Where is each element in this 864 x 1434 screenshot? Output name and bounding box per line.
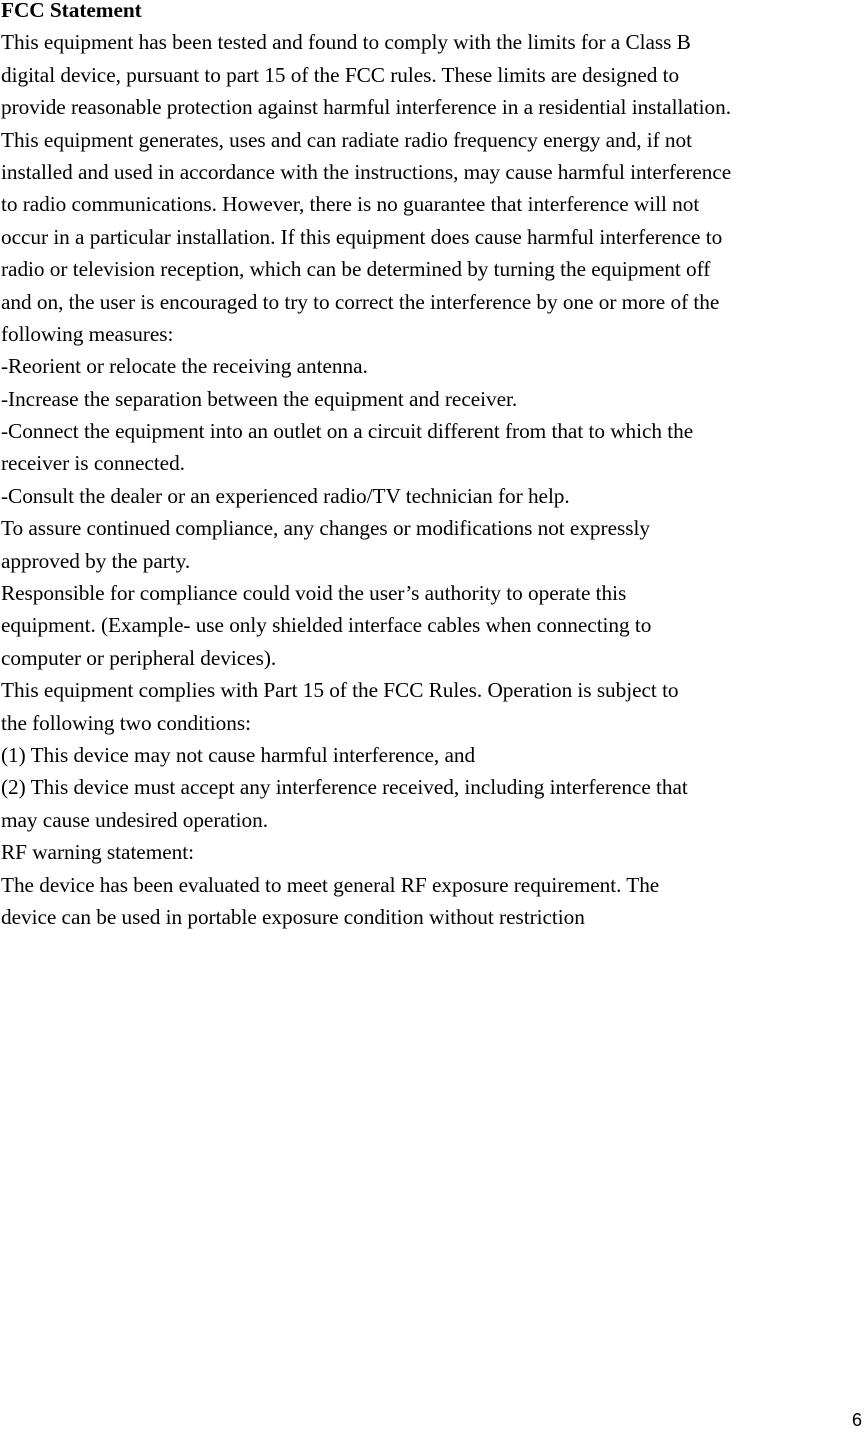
text-line: equipment. (Example- use only shielded interface cables when connecting to xyxy=(1,613,652,638)
rf-warning-heading: RF warning statement: xyxy=(1,840,194,865)
text-line: and on, the user is encouraged to try to correct the interference by one or more of the xyxy=(1,289,720,314)
text-line: device can be used in portable exposure condition without restriction xyxy=(1,904,585,929)
condition-item: (2) This device must accept any interference received, including interference that xyxy=(1,775,688,800)
measure-item: -Consult the dealer or an experienced radio/TV technician for help. xyxy=(1,483,570,508)
text-line: receiver is connected. xyxy=(1,451,185,476)
measure-item: -Increase the separation between the equipment and receiver. xyxy=(1,386,518,411)
page-number: 6 xyxy=(851,1410,862,1430)
text-line: computer or peripheral devices). xyxy=(1,645,277,670)
text-line: occur in a particular installation. If this equipment does cause harmful interference to xyxy=(1,224,723,249)
text-line: provide reasonable protection against harmful interference in a residential installation. xyxy=(1,95,732,120)
text-line: This equipment complies with Part 15 of the FCC Rules. Operation is subject to xyxy=(1,678,679,703)
text-line: This equipment has been tested and found to comply with the limits for a Class B xyxy=(1,30,691,55)
text-line: Responsible for compliance could void the user’s authority to operate this xyxy=(1,581,627,606)
text-line: This equipment generates, uses and can radiate radio frequency energy and, if not xyxy=(1,127,692,152)
text-line: to radio communications. However, there is no guarantee that interference will not xyxy=(1,192,700,217)
text-line: radio or television reception, which can be determined by turning the equipment off xyxy=(1,257,711,282)
text-line: To assure continued compliance, any changes or modifications not expressly xyxy=(1,516,650,541)
text-line: The device has been evaluated to meet general RF exposure requirement. The xyxy=(1,872,660,897)
document-title: FCC Statement xyxy=(1,0,142,22)
measure-item: -Reorient or relocate the receiving antenna. xyxy=(1,354,368,379)
measure-item: -Connect the equipment into an outlet on a circuit different from that to which the xyxy=(1,419,694,444)
text-line: may cause undesired operation. xyxy=(1,807,268,832)
document-body xyxy=(1,0,863,933)
condition-item: (1) This device may not cause harmful interference, and xyxy=(1,742,476,767)
text-line: digital device, pursuant to part 15 of the FCC rules. These limits are designed to xyxy=(1,62,680,87)
text-line: following measures: xyxy=(1,321,174,346)
text-line: the following two conditions: xyxy=(1,710,251,735)
text-line: approved by the party. xyxy=(1,548,191,573)
text-line: installed and used in accordance with the instructions, may cause harmful interference xyxy=(1,159,732,184)
